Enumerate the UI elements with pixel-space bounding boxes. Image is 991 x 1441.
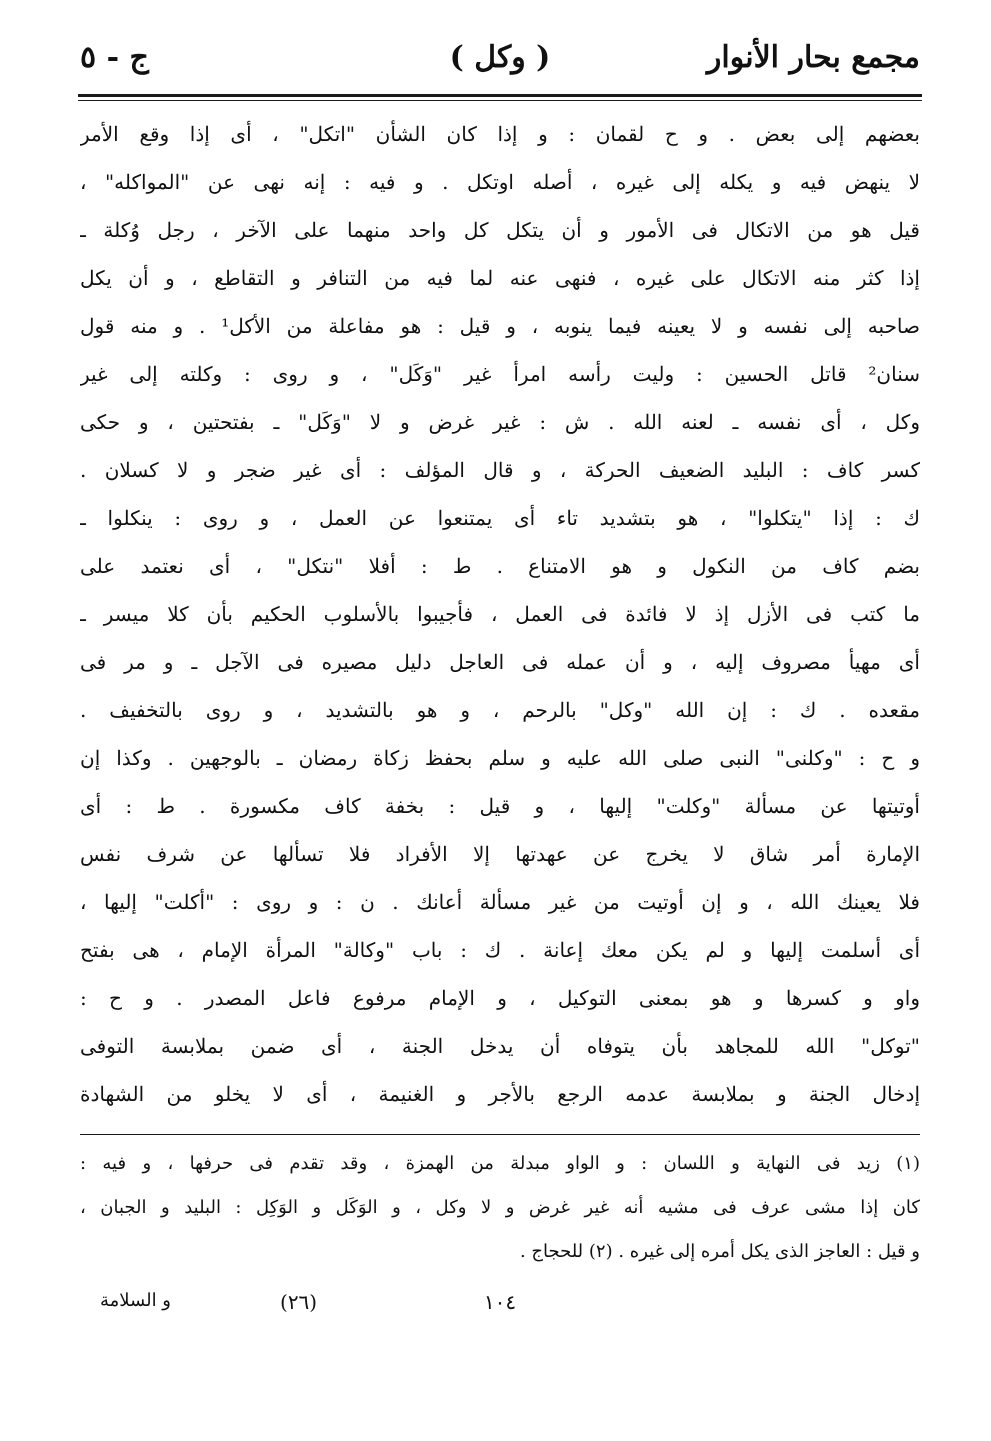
text-line: ما كتب فى الأزل إذ لا فائدة فى العمل ، فأجيبوا بالأسلوب الحكيم بأن كلا ميسر ـ [80,602,920,626]
footnote-line: كان إذا مشى عرف فى مشيه أنه غير غرض و لا وكل ، و الوَكَل و الوَكِل : البليد و الجبان ، [80,1197,920,1218]
text-line: ك : إذا "يتكلوا" ، هو بتشديد تاء أى يمتنعوا عن العمل ، و روى : ينكلوا ـ [80,506,920,530]
text-line: أوتيتها عن مسألة "وكلت" إليها ، و قيل : بخفة كاف مكسورة . ط : أى [80,794,920,818]
text-line: الإمارة أمر شاق لا يخرج عن عهدتها إلا الأفراد فلا تسألها عن شرف نفس [80,842,920,866]
text-line: صاحبه إلى نفسه و لا يعينه فيما ينوبه ، و قيل : هو مفاعلة من الأكل¹ . و منه قول [80,314,920,338]
text-line: فلا يعينك الله ، و إن أوتيت من غير مسألة أعانك . ن : و روى : "أكلت" إليها ، [80,890,920,914]
running-header [80,40,920,90]
text-line: قيل هو من الاتكال فى الأمور و أن يتكل كل واحد منهما على الآخر ، رجل وُكلة ـ [80,218,920,242]
text-line: سنان² قاتل الحسين : وليت رأسه امرأ غير "وَكَل" ، و روى : وكلته إلى غير [80,362,920,386]
header-rule-thick [78,94,922,97]
page-footer [80,1290,920,1330]
text-line: بضم كاف من النكول و هو الامتناع . ط : أفلا "نتكل" ، أى نعتمد على [80,554,920,578]
entry-root-heading: ( وكل ) [449,40,551,75]
text-line: أى مهيأ مصروف إليه ، و أن عمله فى العاجل دليل مصيره فى الآجل ـ و مر فى [80,650,920,674]
footnote-separator [80,1134,920,1135]
footnotes [80,1142,920,1274]
text-line: بعضهم إلى بعض . و ح لقمان : و إذا كان الشأن "اتكل" ، أى إذا وقع الأمر [80,122,920,146]
page-number: ١٠٤ [483,1290,517,1314]
book-title: مجمع بحار الأنوار [706,40,920,75]
footnote-line: و قيل : العاجز الذى يكل أمره إلى غيره . (٢) للحجاج . [519,1241,920,1262]
text-line: إذا كثر منه الاتكال على غيره ، فنهى عنه لما فيه من التنافر و التقاطع ، و أن يكل [80,266,920,290]
volume-number: ج - ٥ [80,40,149,75]
text-line: إدخال الجنة و بملابسة عدمه الرجع بالأجر و الغنيمة ، أى لا يخلو من الشهادة [80,1082,920,1106]
main-text [80,110,920,1118]
text-line: وكل ، أى نفسه ـ لعنه الله . ش : غير غرض و لا "وَكَل" ـ بفتحتين ، و حكى [80,410,920,434]
catchword: و السلامة [100,1290,171,1311]
text-line: واو و كسرها و هو بمعنى التوكيل ، و الإمام مرفوع فاعل المصدر . و ح : [80,986,920,1010]
signature-mark: (٢٦) [280,1290,318,1314]
text-line: و ح : "وكلنى" النبى صلى الله عليه و سلم بحفظ زكاة رمضان ـ بالوجهين . وكذا إن [80,746,920,770]
text-line: لا ينهض فيه و يكله إلى غيره ، أصله اوتكل . و فيه : إنه نهى عن "المواكله" ، [80,170,920,194]
text-line: مقعده . ك : إن الله "وكل" بالرحم ، و هو بالتشديد ، و روى بالتخفيف . [80,698,920,722]
text-line: أى أسلمت إليها و لم يكن معك إعانة . ك : باب "وكالة" المرأة الإمام ، هى بفتح [80,938,920,962]
text-line: كسر كاف : البليد الضعيف الحركة ، و قال المؤلف : أى غير ضجر و لا كسلان . [80,458,920,482]
footnote-line: (١) زيد فى النهاية و اللسان : و الواو مبدلة من الهمزة ، وقد تقدم فى حرفها ، و فيه : [80,1153,920,1174]
text-line: "توكل" الله للمجاهد بأن يتوفاه أن يدخل الجنة ، أى ضمن بملابسة التوفى [80,1034,920,1058]
header-rule-thin [78,100,922,101]
